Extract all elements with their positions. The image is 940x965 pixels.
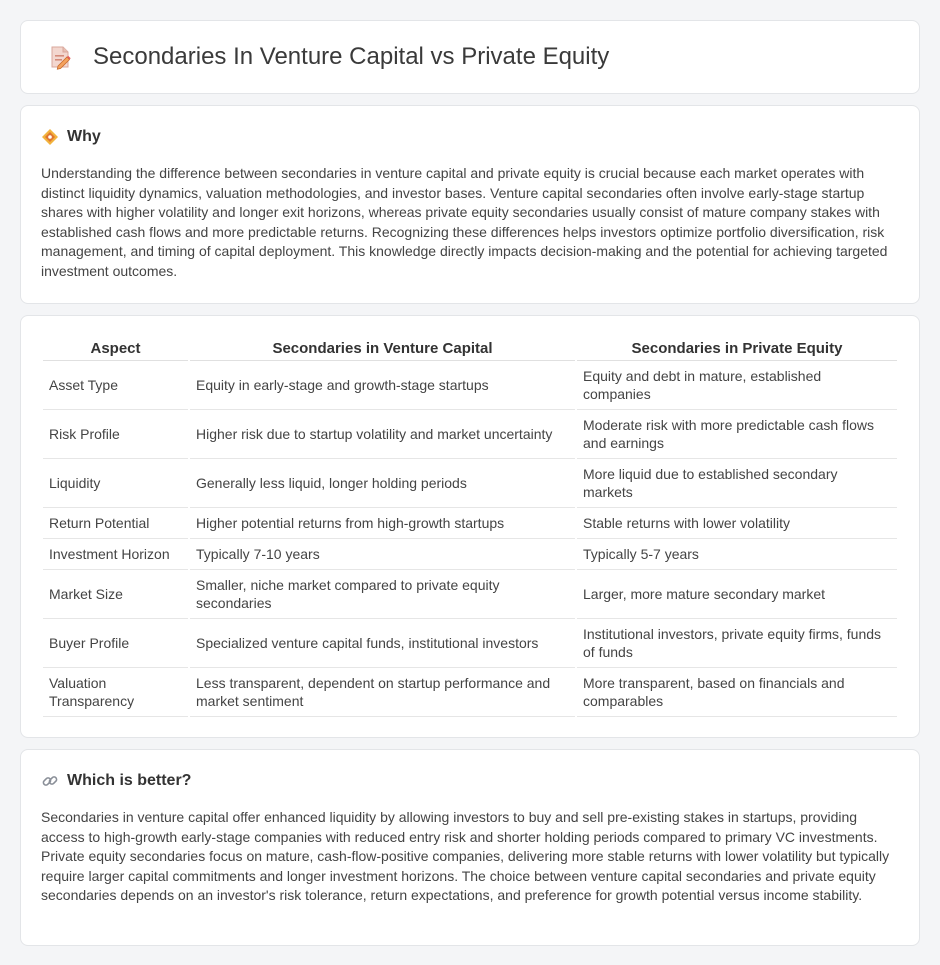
table-cell: Generally less liquid, longer holding periods — [190, 459, 575, 508]
table-row — [43, 459, 897, 508]
table-row — [43, 539, 897, 570]
table-cell: Liquidity — [43, 459, 188, 508]
table-cell: Valuation Transparency — [43, 668, 188, 717]
table-cell: More transparent, based on financials and comparables — [577, 668, 897, 717]
table-cell: Institutional investors, private equity firms, funds of funds — [577, 619, 897, 668]
table-row — [43, 508, 897, 539]
document-pencil-icon — [47, 44, 73, 70]
table-cell: Higher risk due to startup volatility and market uncertainty — [190, 410, 575, 459]
better-header — [41, 772, 899, 790]
table-cell: Larger, more mature secondary market — [577, 570, 897, 619]
table-cell: Return Potential — [43, 508, 188, 539]
table-cell: More liquid due to established secondary markets — [577, 459, 897, 508]
page-title: Secondaries In Venture Capital vs Private Equity — [93, 43, 610, 70]
table-cell: Moderate risk with more predictable cash flows and earnings — [577, 410, 897, 459]
better-heading: Which is better? — [67, 772, 192, 789]
table-row — [43, 619, 897, 668]
link-icon — [41, 772, 59, 790]
table-cell: Buyer Profile — [43, 619, 188, 668]
why-heading: Why — [67, 128, 101, 145]
why-section — [20, 105, 920, 304]
better-text: Secondaries in venture capital offer enhanced liquidity by allowing investors to buy and sell pre-existing stakes in startups, providing access to high-growth early-stage companies with reduced entry risk and shorter holding periods compared to primary VC investments. Private equity secondaries focus on mature, cash-flow-positive companies, delivering more stable returns with lower volatility but typically require larger capital commitments and longer investment horizons. The choice between venture capital secondaries and private equity secondaries depends on an investor's risk tolerance, return expectations, and preference for growth potential versus income stability. — [41, 809, 890, 904]
comparison-table-card — [20, 315, 920, 738]
table-row — [43, 668, 897, 717]
why-text: Understanding the difference between secondaries in venture capital and private equity is crucial because each market operates with distinct liquidity dynamics, valuation methodologies, and investor bases. Venture capital secondaries often involve early-stage startup shares with higher volatility and longer exit horizons, whereas private equity secondaries usually consist of mature company stakes with established cash flows and more predictable returns. Recognizing these differences helps investors optimize portfolio diversification, risk management, and timing of capital deployment. This knowledge directly impacts decision-making and the potential for achieving targeted investment outcomes. — [41, 165, 888, 279]
table-cell: Asset Type — [43, 361, 188, 410]
table-cell: Typically 5-7 years — [577, 539, 897, 570]
table-row — [43, 361, 897, 410]
table-cell: Equity in early-stage and growth-stage startups — [190, 361, 575, 410]
table-cell: Market Size — [43, 570, 188, 619]
table-header-row — [43, 338, 897, 361]
table-cell: Risk Profile — [43, 410, 188, 459]
table-row — [43, 410, 897, 459]
table-cell: Typically 7-10 years — [190, 539, 575, 570]
table-row — [43, 570, 897, 619]
table-cell: Smaller, niche market compared to private equity secondaries — [190, 570, 575, 619]
comparison-table — [41, 338, 899, 717]
diamond-icon — [41, 128, 59, 146]
table-cell: Investment Horizon — [43, 539, 188, 570]
table-cell: Specialized venture capital funds, institutional investors — [190, 619, 575, 668]
table-cell: Stable returns with lower volatility — [577, 508, 897, 539]
why-header — [41, 128, 899, 146]
header-aspect: Aspect — [43, 338, 188, 361]
table-cell: Equity and debt in mature, established companies — [577, 361, 897, 410]
title-card — [20, 20, 920, 94]
header-venture-capital: Secondaries in Venture Capital — [190, 338, 575, 361]
header-private-equity: Secondaries in Private Equity — [577, 338, 897, 361]
which-is-better-section — [20, 749, 920, 946]
table-cell: Less transparent, dependent on startup performance and market sentiment — [190, 668, 575, 717]
table-cell: Higher potential returns from high-growth startups — [190, 508, 575, 539]
